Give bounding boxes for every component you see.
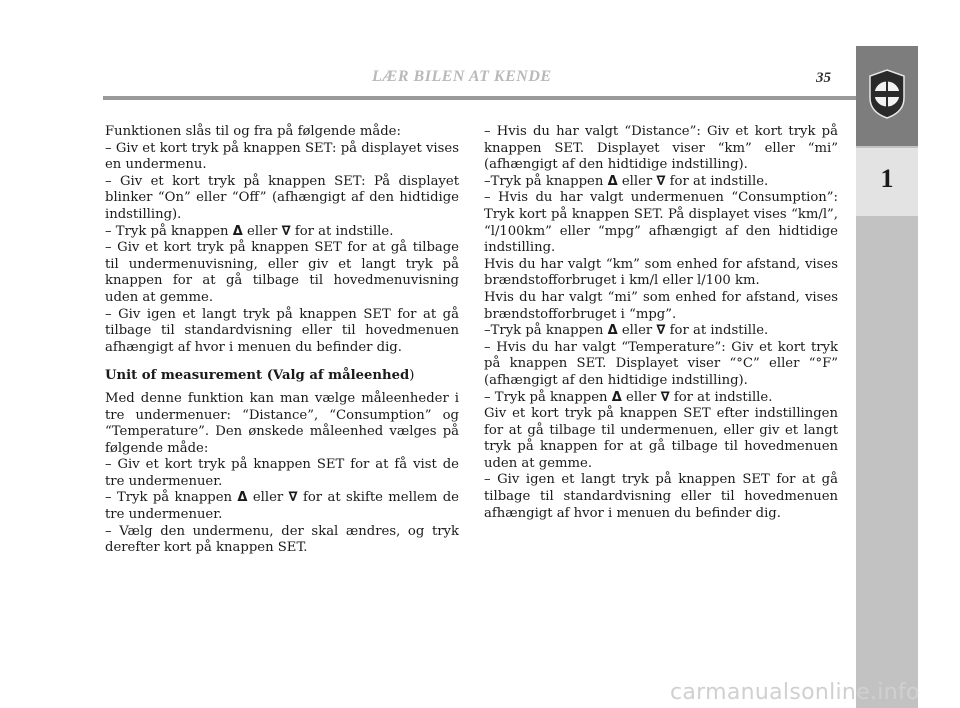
text-run: for at skifte mellem de tre undermenuer. — [105, 490, 459, 523]
paragraph — [105, 490, 459, 523]
paragraph: – Giv et kort tryk på knappen SET: på displayet vises en undermenu. — [105, 140, 459, 173]
up-arrow-icon: Δ — [237, 490, 248, 506]
paragraph — [105, 224, 459, 241]
text-run: – Tryk på knappen — [484, 389, 608, 405]
paragraph: Giv et kort tryk på knappen SET efter indstillingen for at gå tilbage til undermenuen, eller giv et langt tryk på knappen for at gå tilbage til hovedmenuen uden at gemme. — [484, 406, 838, 471]
logo-box — [856, 46, 918, 146]
paragraph: Med denne funktion kan man vælge måleenheder i tre undermenuer: “Distance”, “Consumption” og “Temperature”. Den ønskede måleenhed vælges på følgende måde: — [105, 390, 459, 456]
right-column — [484, 124, 838, 522]
paragraph: – Hvis du har valgt “Distance”: Giv et kort tryk på knappen SET. Displayet viser “km” eller “mi” (afhængigt af den hidtidige indstilling). — [484, 124, 838, 173]
paragraph — [484, 323, 838, 340]
header-title: LÆR BILEN AT KENDE — [372, 68, 552, 85]
chapter-box — [856, 148, 918, 216]
page-number: 35 — [816, 70, 831, 86]
footer-watermark: carmanualsonline.info — [670, 680, 920, 705]
text-run: eller — [252, 490, 284, 506]
up-arrow-icon: Δ — [232, 223, 243, 239]
text-run: for at indstille. — [294, 223, 394, 239]
text-run: –Tryk på knappen — [484, 323, 604, 339]
paragraph: – Vælg den undermenu, der skal ændres, og tryk derefter kort på knappen SET. — [105, 523, 459, 556]
up-arrow-icon: Δ — [607, 173, 618, 189]
text-run: –Tryk på knappen — [484, 173, 604, 189]
text-run: – Tryk på knappen — [105, 223, 229, 239]
paragraph — [484, 174, 838, 191]
paragraph: – Giv et kort tryk på knappen SET: På displayet blinker “On” eller “Off” (afhængigt af den hidtidige indstilling). — [105, 173, 459, 222]
paragraph: – Hvis du har valgt undermenuen “Consumption”: Tryk kort på knappen SET. På displayet vises “km/l”, “l/100km” eller “mpg” afhængigt af den hidtidige indstilling. — [484, 190, 838, 256]
chapter-number: 1 — [880, 164, 894, 193]
paragraph: – Giv et kort tryk på knappen SET for at gå tilbage til undermenuvisning, eller giv et langt tryk på knappen for at gå tilbage til hovedmenuvisning uden at gemme. — [105, 240, 459, 305]
chapter-sidebar — [856, 46, 918, 708]
lancia-logo-icon — [866, 68, 908, 120]
section-heading — [105, 368, 459, 385]
down-arrow-icon: ∇ — [288, 490, 298, 506]
up-arrow-icon: Δ — [607, 323, 618, 339]
text-run: for at indstille. — [669, 173, 769, 189]
paragraph: – Giv igen et langt tryk på knappen SET for at gå tilbage til standardvisning eller til hovedmenuen afhængigt af hvor i menuen du befinder dig. — [484, 472, 838, 521]
text-run: eller — [621, 173, 653, 189]
left-column — [105, 124, 459, 557]
paragraph: – Giv et kort tryk på knappen SET for at få vist de tre undermenuer. — [105, 457, 459, 489]
text-run: eller — [247, 223, 278, 239]
text-run: eller — [626, 389, 657, 405]
paragraph: Hvis du har valgt “mi” som enhed for afstand, vises brændstofforbruget i “mpg”. — [484, 289, 838, 322]
heading-close: ) — [409, 368, 415, 384]
up-arrow-icon: Δ — [611, 389, 622, 405]
paragraph: – Giv igen et langt tryk på knappen SET for at gå tilbage til standardvisning eller til hovedmenuen afhængigt af hvor i menuen du befinder dig. — [105, 306, 459, 355]
heading-text: Unit of measurement (Valg af måleenhed — [105, 368, 410, 384]
paragraph: – Hvis du har valgt “Temperature”: Giv et kort tryk på knappen SET. Displayet viser “°C” eller “°F” (afhængigt af den hidtidige indstilling). — [484, 339, 838, 388]
text-run: for at indstille. — [673, 389, 773, 405]
paragraph — [484, 390, 838, 407]
paragraph: Hvis du har valgt “km” som enhed for afstand, vises brændstofforbruget i km/l eller l/100 km. — [484, 256, 838, 289]
text-run: eller — [621, 323, 653, 339]
down-arrow-icon: ∇ — [656, 173, 666, 189]
down-arrow-icon: ∇ — [660, 389, 670, 405]
paragraph: Funktionen slås til og fra på følgende måde: — [105, 124, 401, 139]
header-rule — [103, 96, 856, 100]
down-arrow-icon: ∇ — [656, 323, 666, 339]
text-run: – Tryk på knappen — [105, 490, 233, 506]
down-arrow-icon: ∇ — [281, 223, 291, 239]
text-run: for at indstille. — [669, 323, 769, 339]
